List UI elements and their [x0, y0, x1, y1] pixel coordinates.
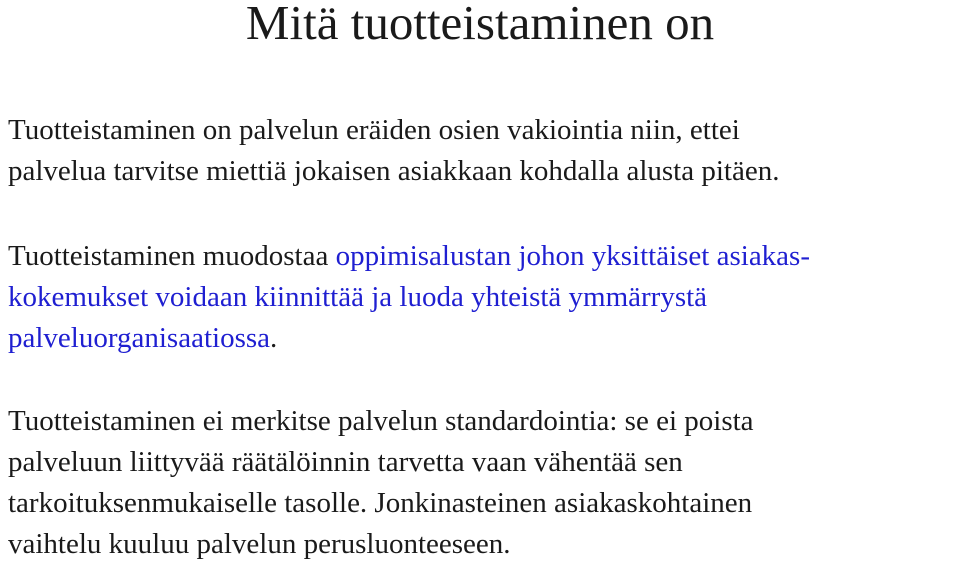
paragraph-line: palveluun liittyvää räätälöinnin tarvetta vaan vähentää sen	[8, 446, 683, 478]
highlighted-text: oppimisalustan johon yksittäiset asiakas-	[335, 240, 811, 272]
highlighted-text: palveluorganisaatiossa	[8, 322, 271, 354]
paragraph-standardization	[8, 401, 958, 565]
plain-text: .	[270, 322, 278, 354]
paragraph-line	[8, 318, 958, 359]
paragraph-line: palvelua tarvitse miettiä jokaisen asiakkaan kohdalla alusta pitäen.	[8, 155, 780, 187]
slide-title: Mitä tuotteistaminen on	[245, 0, 715, 50]
paragraph-line: vaihtelu kuuluu palvelun perusluonteeseen.	[8, 528, 511, 560]
highlighted-text: kokemukset voidaan kiinnittää ja luoda yhteistä ymmärrystä	[8, 281, 708, 313]
paragraph-learning-platform	[8, 236, 958, 359]
plain-text: Tuotteistaminen muodostaa	[8, 240, 336, 272]
paragraph-definition	[8, 110, 958, 192]
paragraph-line	[8, 236, 958, 277]
paragraph-line: Tuotteistaminen on palvelun eräiden osien vakiointia niin, ettei	[8, 114, 740, 146]
paragraph-line: tarkoituksenmukaiselle tasolle. Jonkinasteinen asiakaskohtainen	[8, 487, 753, 519]
paragraph-line: Tuotteistaminen ei merkitse palvelun standardointia: se ei poista	[8, 405, 754, 437]
